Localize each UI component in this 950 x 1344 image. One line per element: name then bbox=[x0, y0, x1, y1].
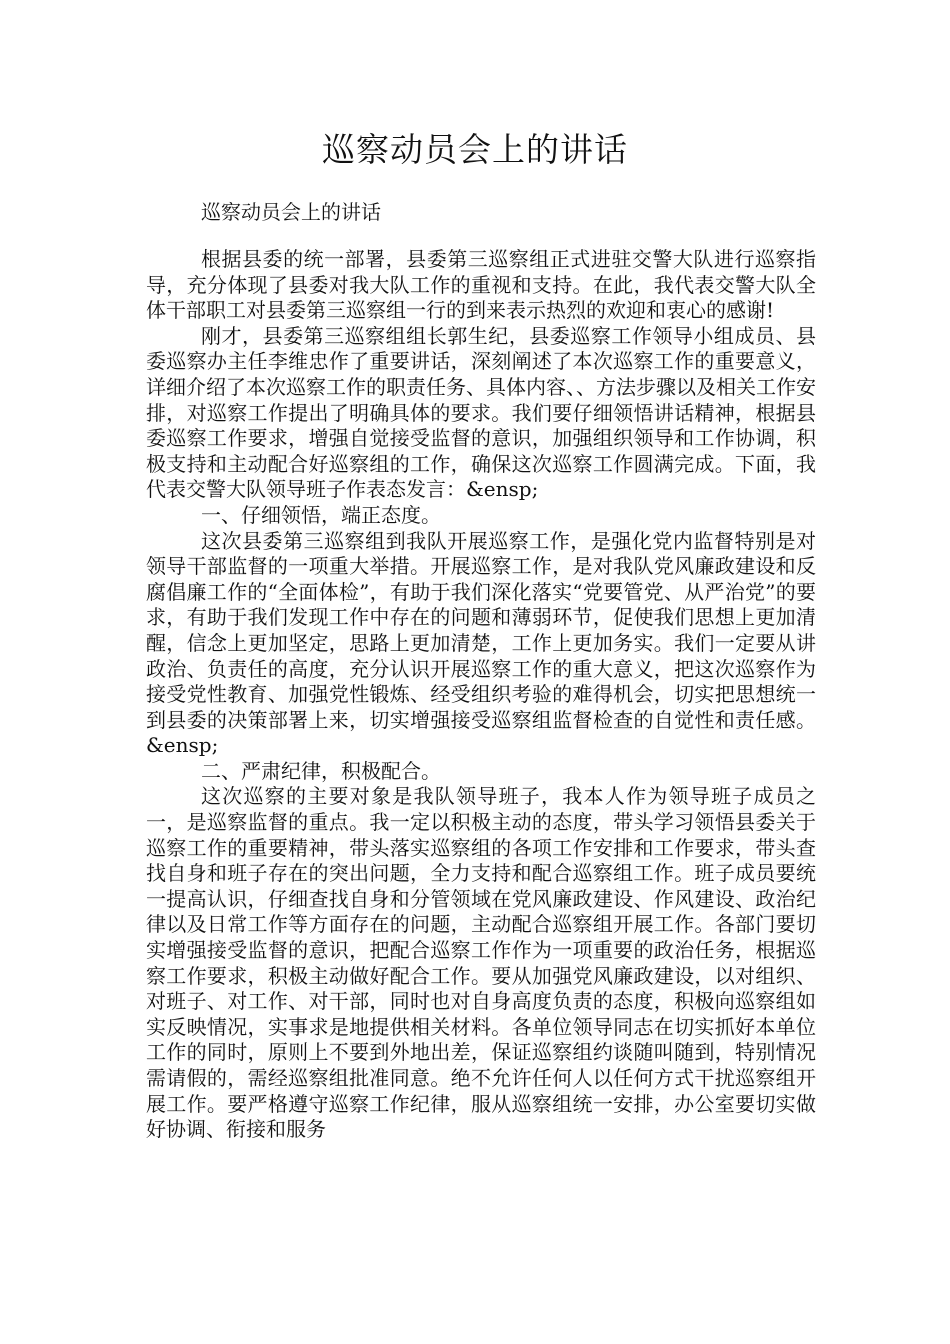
section-heading-1: 一、仔细领悟，端正态度。 bbox=[201, 502, 441, 527]
paragraph-1: 根据县委的统一部署，县委第三巡察组正式进驻交警大队进行巡察指导，充分体现了县委对我大队工作的重视和支持。在此，我代表交警大队全体干部职工对县委第三巡察组一行的到来表示热烈的欢迎和衷心的感谢! bbox=[146, 247, 816, 323]
paragraph-4: 这次巡察的主要对象是我队领导班子，我本人作为领导班子成员之一，是巡察监督的重点。我一定以积极主动的态度，带头学习领悟县委关于巡察工作的重要精神，带头落实巡察组的各项工作安排和工作要求，带头查找自身和班子存在的突出问题，全力支持和配合巡察组工作。班子成员要统一提高认识，仔细查找自身和分管领域在党风廉政建设、作风建设、政治纪律以及日常工作等方面存在的问题，主动配合巡察组开展工作。各部门要切实增强接受监督的意识，把配合巡察工作作为一项重要的政治任务，根据巡察工作要求，积极主动做好配合工作。要从加强党风廉政建设，以对组织、对班子、对工作、对干部，同时也对自身高度负责的态度，积极向巡察组如实反映情况，实事求是地提供相关材料。各单位领导同志在切实抓好本单位工作的同时，原则上不要到外地出差，保证巡察组约谈随叫随到，特别情况需请假的，需经巡察组批准同意。绝不允许任何人以任何方式干扰巡察组开展工作。要严格遵守巡察工作纪律，服从巡察组统一安排，办公室要切实做好协调、衔接和服务 bbox=[146, 784, 816, 1142]
paragraph-2: 刚才，县委第三巡察组组长郭生纪，县委巡察工作领导小组成员、县委巡察办主任李维忠作了重要讲话，深刻阐述了本次巡察工作的重要意义，详细介绍了本次巡察工作的职责任务、具体内容、、方法步骤以及相关工作安排，对巡察工作提出了明确具体的要求。我们要仔细领悟讲话精神，根据县委巡察工作要求，增强自觉接受监督的意识，加强组织领导和工作协调，积极支持和主动配合好巡察组的工作，确保这次巡察工作圆满完成。下面，我代表交警大队领导班子作表态发言：&ensp; bbox=[146, 323, 816, 502]
section-heading-2: 二、严肃纪律，积极配合。 bbox=[201, 758, 441, 783]
document-subtitle: 巡察动员会上的讲话 bbox=[201, 200, 381, 224]
paragraph-3: 这次县委第三巡察组到我队开展巡察工作，是强化党内监督特别是对领导干部监督的一项重大举措。开展巡察工作，是对我队党风廉政建设和反腐倡廉工作的“全面体检”，有助于我们深化落实“党要管党、从严治党”的要求，有助于我们发现工作中存在的问题和薄弱环节，促使我们思想上更加清醒，信念上更加坚定，思路上更加清楚，工作上更加务实。我们一定要从讲政治、负责任的高度，充分认识开展巡察工作的重大意义，把这次巡察作为接受党性教育、加强党性锻炼、经受组织考验的难得机会，切实把思想统一到县委的决策部署上来，切实增强接受巡察组监督检查的自觉性和责任感。&ensp; bbox=[146, 528, 816, 758]
page-title: 巡察动员会上的讲话 bbox=[322, 130, 628, 169]
document-body bbox=[146, 247, 816, 1143]
